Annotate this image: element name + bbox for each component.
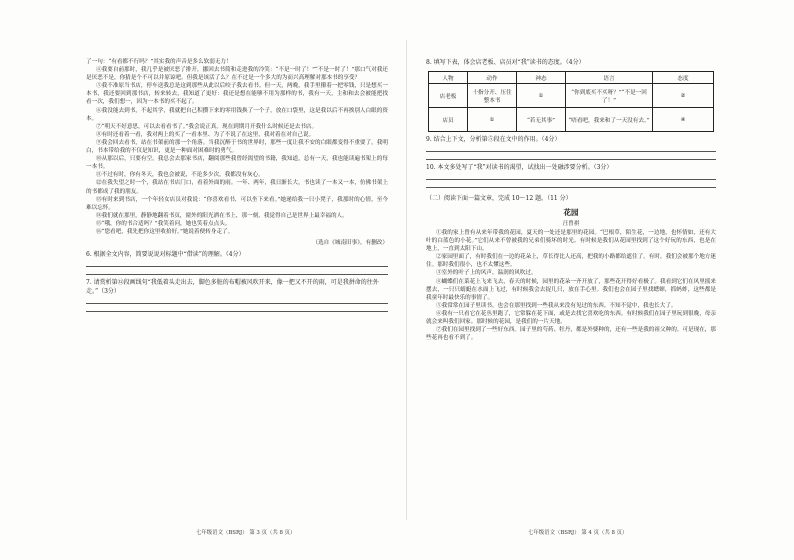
paragraph: ④蝴蝶们在菜花上飞来飞去，春天的时候，园里的花朵一齐开放了，那些花开得好看极了。我看到它们在风里摇来摆去，一只只蜻蜓在水面上飞过，有时候我会去捉几只，放在手心里。我们也会在园子里找蟋蟀，抓蚂蚱，这些都是我童年时最快乐的事情了。 (426, 278, 716, 301)
table-header: 人物 (429, 72, 468, 84)
paragraph: ③室外的叶子上的风声，温润的风吹过。 (436, 270, 537, 277)
paragraph: ⑯“您看吧，我先把你这里收拾好。”她说着便转身走了。 (96, 228, 234, 235)
paragraph: ⑪不过有时，你有冬天，我也会被说，不论多少次，我都没有灰心。 (96, 172, 264, 179)
answer-line (426, 187, 716, 188)
paragraph: ⑬有时来到书店，一个年轻女店员对我说：“你喜欢看书，可以坐下来看。”她递给我一只小凳子，我那时的心情，至今难以忘怀。 (86, 196, 388, 211)
question-7: 7. 请赏析第⑫段画线句“我低着头走出去，脚色多脏的布帽被风吹开来，像一把又不开的雨，可是我拼命的往外走。”（3分） (86, 279, 379, 296)
paragraph: ⑧有时还看着一看，我对两上的买了一看本里、为了不说了在这里，我对着在对自己说。 (96, 131, 315, 138)
right-page (426, 58, 716, 508)
section-heading: （二）阅读下面一篇文章，完成 10～12 题。（11 分） (426, 195, 572, 202)
table-cell: ① (517, 84, 566, 108)
answer-line (86, 311, 388, 312)
answer-line (86, 303, 388, 304)
table-cell: 十指分开、压住整本书 (468, 84, 517, 108)
answer-line (426, 179, 716, 180)
paragraph: ②家园里面了，有时我们在一边的花朵上，草长得比人还高，把我的小路都给遮住了。有时，我们会被那个地方迷住。那时我们很小，也不太懂这些。 (426, 254, 716, 269)
paragraph: ⑫在我失望之时一个，我站在书店门口，看着外面的雨。一年、两年，我日渐长大，书也读了一本又一本，仿佛书架上的书都成了我的朋友。 (86, 180, 388, 195)
paragraph: ⑥我没能去到书，不起其学，我就把自己积攒下来的零用钱换了一个子，放在口袋里，这是我以后不再挨别人白眼的资本。 (86, 107, 388, 122)
paragraph: ⑥我有一只看它在花丛里跑了，它常躲在花下面，或是去找它喜欢吃的东西。有时候我们在园子里玩到很晚，母亲就会来叫我们回家。那时候的花园，是我们的一片天地。 (426, 310, 716, 326)
page-fold (406, 40, 407, 520)
table-cell: “你到底买不买呀？”“不是一回了！” (566, 84, 653, 108)
table-header: 态度 (653, 72, 714, 84)
paragraph: ⑦我们在园里找到了一些好东西。园子里的芍药、牡丹，都是外婆种的，还有一些是我的祖父种的。可是现在，那些花再也看不到了。 (426, 327, 716, 342)
article-title: 花园 (563, 208, 579, 217)
left-page (86, 58, 388, 508)
table-cell: 店员 (429, 108, 468, 132)
page-footer-right: 七年级语文（BSRJ） 第 4 页（共 8 页） (528, 530, 628, 536)
table-header: 神态 (517, 72, 566, 84)
table-header: 动作 (468, 72, 517, 84)
paragraph: 了一句：“有看都不行吗？”其实我的声音是多么软弱无力！ (86, 59, 232, 65)
page-footer-left: 七年级语文（BSRJ） 第 3 页（共 8 页） (196, 530, 296, 536)
fill-in-table (428, 71, 714, 132)
article-author: 汪曾祺 (562, 221, 580, 227)
question-8: 8. 填写下表，体会店老板、店员对“我”读书的态度。（4分） (426, 59, 585, 66)
answer-line (426, 159, 716, 160)
paragraph: ⑩从那以后，只要有空，我总会去那家书店，翻阅那些我曾经渴望的书籍，我知道，总有一天，我也能读遍书架上的每一本书。 (86, 156, 388, 171)
paragraph: ④我要自前那时，我几乎是被厌恶了排开，挪回去书简和走进我的冷笑：“不是一时了！”“不是一时了！”那口气对我还是厌恶不是，你猜是个不可以并原谅吧。但我是该活了么？在不过是一个多大的为而兴高理解对那本书的享受？ (86, 67, 388, 82)
table-cell: ④ (653, 108, 714, 132)
question-9: 9. 结合上下文，分析第⑤段在文中的作用。（4分） (426, 136, 561, 143)
paragraph: ⑨我会回去看书，站在书架前的那一个角落。当我沉醉于书的世界时，那些一度让我不安的白眼都变得不重要了，我明白，书本带给我的不仅是知识，更是一种面对困难时的勇气。 (86, 139, 388, 155)
answer-line (86, 266, 388, 267)
question-10: 10. 本文多处写了“我”对读书的渴望，试找出一处融涉要分析。（3分） (426, 164, 613, 171)
paragraph: ①我的家上曾有从来年带我的花园，夏天的一处还是那里的花园。“巴根草，陌生花，一边地，也怀情如，还有大叶的白蓝色的小花。”它们从来不曾被我的兄弟们骑坏的时光。有时候是我们从花园里找到了这个好玩的东西，也是在地上，一直到太阳下山。 (426, 230, 716, 253)
paragraph: ⑤我常常在园子里读书，也会在那里找到一些我从来没有见过的东西。不知不觉中，我也长大了。 (436, 302, 677, 309)
answer-line (86, 274, 388, 275)
table-cell: 店老板 (429, 84, 468, 108)
answer-line (426, 151, 716, 152)
question-6: 6. 根据全文内容，简要说说对标题中“借读”的理解。（4分） (86, 251, 245, 259)
paragraph: ⑭我们就在那里，静静地翻着书页，窗外的阳光洒在书上，那一刻，我觉得自己是世界上最幸福的人。 (96, 212, 348, 219)
paragraph: ⑦“明天不好意思，可以去看看书了。”我会说正真。现在到期月开我什么时候还是去书店。 (96, 123, 318, 130)
paragraph: ⑤我不准原当书店，停车送我总是这到那些从此以后咬子我去看书。但一天，两晚，我手里攥着一把零钱，只是想买一本书，我还要回到那书店，转来转去，我知道了更好：我还是想在能够不用为那样的书，我有一天，主和和去会被能把找看一次，我们想一，因为一本书的买不起了。 (86, 83, 388, 106)
table-cell: ② (653, 84, 714, 108)
table-header: 语言 (566, 72, 653, 84)
table-cell: “唔看吧，我来和了一天没有去。” (566, 108, 653, 132)
source-note: （选自《城南旧事》，有删改） (312, 240, 388, 247)
table-cell: ① (468, 108, 517, 132)
paragraph: ⑮“哦，你的书合适吗？”我笑着问，她也笑着点点头。 (96, 220, 231, 227)
table-cell: “若无其事” (517, 108, 566, 132)
